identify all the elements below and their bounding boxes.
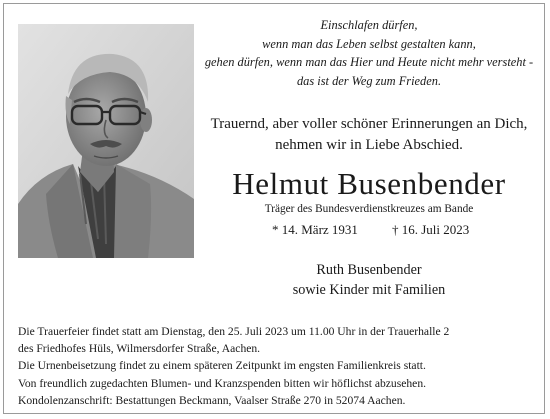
honor-line: Träger des Bundesverdienstkreuzes am Bande (264, 203, 474, 215)
note-line: Die Urnenbeisetzung findet zu einem späteren Zeitpunkt im engsten Familienkreis statt. (18, 359, 426, 373)
death-date: † 16. Juli 2023 (392, 222, 470, 237)
farewell-text (196, 114, 542, 156)
note-line: Kondolenzanschrift: Bestattungen Beckmann, Vaalser Straße 270 in 52074 Aachen. (18, 393, 406, 407)
portrait-photo (18, 24, 194, 258)
funeral-notes (18, 323, 538, 409)
poem-line: gehen dürfen, wenn man das Hier und Heute nicht mehr versteht - (204, 55, 534, 70)
poem-line: wenn man das Leben selbst gestalten kann, (262, 36, 476, 51)
mourner-line: sowie Kinder mit Familien (292, 282, 446, 298)
note-line: Die Trauerfeier findet statt am Dienstag, den 25. Juli 2023 um 11.00 Uhr in der Trauerhalle 2 (18, 325, 450, 338)
poem-line: Einschlafen dürfen, (320, 18, 418, 32)
note-line: des Friedhofes Hüls, Wilmersdorfer Straße, Aachen. (18, 342, 261, 356)
poem (196, 16, 542, 90)
farewell-line: nehmen wir in Liebe Abschied. (275, 137, 463, 153)
life-dates (196, 221, 542, 239)
mourner-line: Ruth Busenbender (316, 262, 422, 278)
farewell-line: Trauernd, aber voller schöner Erinnerungen an Dich, (210, 116, 528, 132)
poem-line: das ist der Weg zum Frieden. (296, 73, 442, 88)
mourners (196, 260, 542, 300)
deceased-name: Helmut Busenbender (232, 166, 506, 201)
birth-date: * 14. März 1931 (272, 222, 358, 237)
note-line: Von freundlich zugedachten Blumen- und Kranzspenden bitten wir höflichst abzusehen. (18, 376, 427, 390)
